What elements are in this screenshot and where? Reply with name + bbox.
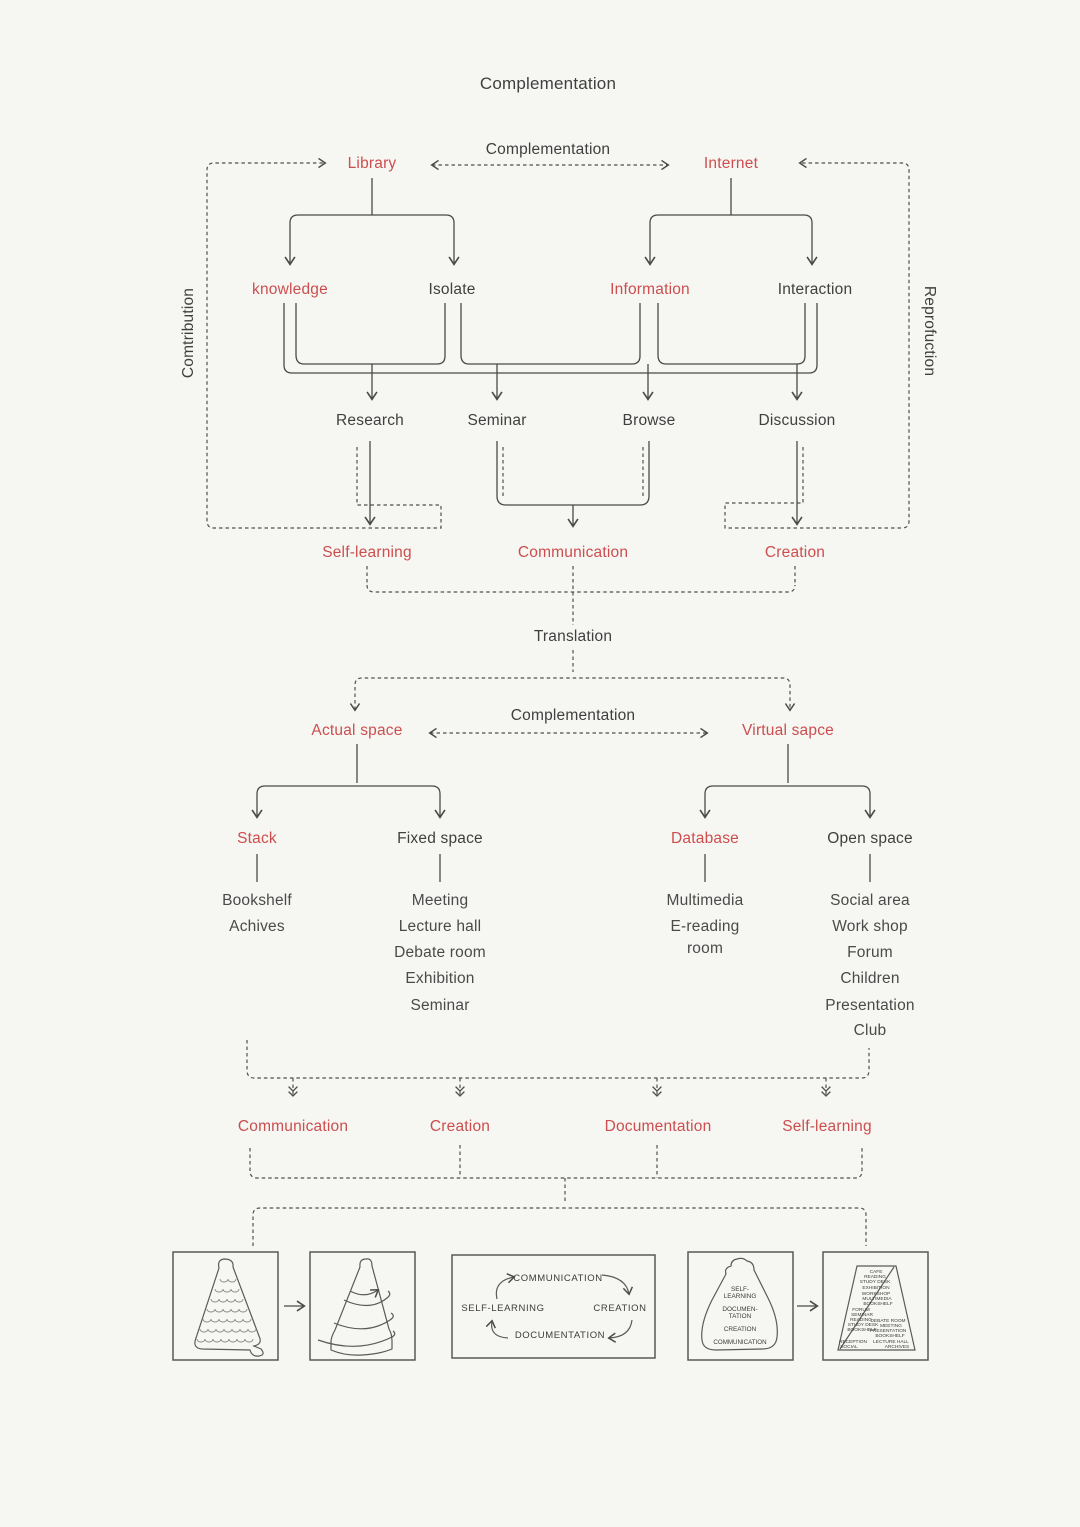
svg-text:SEMINAR: SEMINAR bbox=[851, 1313, 873, 1318]
stack-item: Achives bbox=[229, 918, 285, 935]
node-knowledge: knowledge bbox=[252, 281, 328, 298]
fixed-space-item: Seminar bbox=[410, 997, 470, 1014]
virtual-space-branch bbox=[705, 744, 870, 882]
node-fixed-space: Fixed space bbox=[397, 830, 483, 847]
cycle-selflearning-label: SELF-LEARNING bbox=[461, 1303, 545, 1314]
complementation-label-top: Complementation bbox=[485, 141, 611, 158]
node-isolate: Isolate bbox=[428, 281, 476, 298]
fixed-space-item: Lecture hall bbox=[398, 918, 482, 935]
bell-line-5: CREATION bbox=[723, 1326, 757, 1333]
node-open-space: Open space bbox=[827, 830, 913, 847]
open-space-item: Forum bbox=[847, 944, 893, 961]
node-discussion: Discussion bbox=[758, 412, 836, 429]
complementation-label-mid: Complementation bbox=[510, 707, 636, 724]
open-space-item: Club bbox=[853, 1022, 887, 1039]
program-section-icon bbox=[838, 1266, 915, 1350]
node-library: Library bbox=[347, 155, 397, 172]
function-creation: Creation bbox=[429, 1118, 491, 1135]
svg-text:BOOKSHELF: BOOKSHELF bbox=[863, 1302, 893, 1307]
node-browse: Browse bbox=[622, 412, 676, 429]
node-interaction: Interaction bbox=[777, 281, 853, 298]
bell-line-1: SELF- bbox=[730, 1286, 750, 1293]
node-seminar: Seminar bbox=[467, 412, 527, 429]
svg-text:MULTIMEDIA: MULTIMEDIA bbox=[862, 1297, 892, 1302]
node-stack: Stack bbox=[237, 830, 277, 847]
function-documentation: Documentation bbox=[604, 1118, 712, 1135]
open-space-item: Work shop bbox=[832, 918, 908, 935]
functions-merge bbox=[250, 1145, 866, 1246]
svg-text:STUDY DESK: STUDY DESK bbox=[847, 1323, 879, 1328]
open-space-item: Social area bbox=[830, 892, 910, 909]
svg-text:MEETING: MEETING bbox=[880, 1324, 902, 1329]
svg-text:SOCIAL: SOCIAL bbox=[840, 1345, 858, 1350]
cycle-documentation-label: DOCUMENTATION bbox=[514, 1330, 606, 1341]
bell-stack-icon bbox=[702, 1258, 778, 1350]
cycle-diagram bbox=[461, 1273, 646, 1341]
open-space-item: Presentation bbox=[825, 997, 915, 1014]
svg-text:STUDY DESK: STUDY DESK bbox=[859, 1280, 891, 1285]
internet-branch bbox=[650, 178, 812, 264]
svg-text:CAFE: CAFE bbox=[869, 1270, 883, 1275]
node-information: Information bbox=[610, 281, 690, 298]
layered-cone-icon bbox=[195, 1259, 263, 1356]
concept-boxes bbox=[173, 1252, 928, 1360]
node-communication: Communication bbox=[517, 544, 629, 561]
svg-text:PRESENTATION: PRESENTATION bbox=[869, 1329, 907, 1334]
page-title: Complementation bbox=[479, 74, 617, 93]
svg-text:LECTURE HALL: LECTURE HALL bbox=[873, 1340, 909, 1345]
open-space-item: Children bbox=[840, 970, 900, 987]
fixed-space-item: Debate room bbox=[394, 944, 486, 961]
cycle-creation-label: CREATION bbox=[593, 1303, 647, 1314]
axis-contribution: Comtribution bbox=[180, 287, 197, 379]
axis-reproduction: Reprofuction bbox=[921, 285, 938, 377]
svg-text:DEBATE ROOM: DEBATE ROOM bbox=[870, 1319, 906, 1324]
stack-item: Bookshelf bbox=[222, 892, 292, 909]
spiral-cone-icon bbox=[318, 1259, 395, 1355]
bell-line-6: COMMUNICATION bbox=[713, 1339, 767, 1346]
fixed-space-item: Meeting bbox=[411, 892, 469, 909]
database-item: room bbox=[686, 940, 724, 957]
node-translation: Translation bbox=[533, 628, 613, 645]
bell-line-2: LEARNING bbox=[723, 1293, 757, 1300]
svg-text:RECEPTION: RECEPTION bbox=[839, 1340, 867, 1345]
node-virtual-space: Virtual sapce bbox=[742, 722, 834, 739]
database-item: E-reading bbox=[670, 918, 740, 935]
node-actual-space: Actual space bbox=[311, 722, 403, 739]
program-labels bbox=[839, 1269, 909, 1350]
node-research: Research bbox=[336, 412, 404, 429]
actual-space-branch bbox=[257, 744, 440, 882]
svg-text:EXHIBITION: EXHIBITION bbox=[862, 1286, 890, 1291]
node-internet: Internet bbox=[703, 155, 759, 172]
svg-text:BOOKSHELF: BOOKSHELF bbox=[875, 1334, 905, 1339]
box-layered-cone bbox=[173, 1252, 278, 1360]
node-self-learning: Self-learning bbox=[322, 544, 412, 561]
svg-text:WORKSHOP: WORKSHOP bbox=[861, 1292, 891, 1297]
merge-brackets bbox=[284, 303, 817, 399]
rooms-to-functions bbox=[247, 1040, 869, 1096]
bell-line-4: TATION bbox=[728, 1313, 752, 1320]
contribution-feedback-loop bbox=[207, 163, 441, 528]
svg-text:READING: READING bbox=[864, 1275, 886, 1280]
svg-text:BOOKSHELF: BOOKSHELF bbox=[847, 1328, 877, 1333]
activities-to-outcomes bbox=[370, 441, 797, 526]
node-creation: Creation bbox=[764, 544, 826, 561]
box-spiral-cone bbox=[310, 1252, 415, 1360]
bell-line-3: DOCUMEN- bbox=[722, 1306, 758, 1313]
svg-text:FORUM: FORUM bbox=[852, 1308, 870, 1313]
library-branch bbox=[290, 178, 454, 264]
svg-text:ARCHIVES: ARCHIVES bbox=[884, 1345, 910, 1350]
cycle-communication-label: COMMUNICATION bbox=[513, 1273, 603, 1284]
database-item: Multimedia bbox=[666, 892, 744, 909]
node-database: Database bbox=[671, 830, 739, 847]
function-self-learning: Self-learning bbox=[782, 1118, 872, 1135]
fixed-space-item: Exhibition bbox=[405, 970, 475, 987]
svg-text:READING: READING bbox=[850, 1318, 872, 1323]
function-communication: Communication bbox=[237, 1118, 349, 1135]
